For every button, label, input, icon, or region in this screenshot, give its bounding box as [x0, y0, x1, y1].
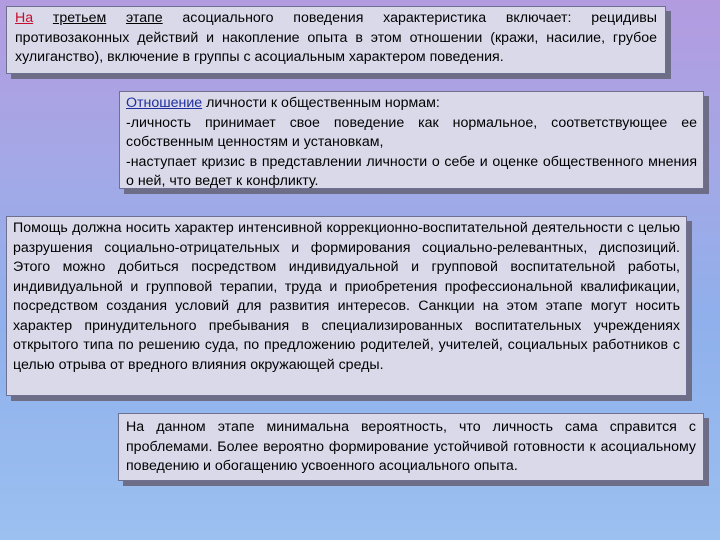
help-paragraph: Помощь должна носить характер интенсивной коррекционно-воспитательной деятельности с целью разрушения социально-отрицательных и формирования социально-релевантных, диспозиций. Этого можно добиться посредством индивидуальной и групповой воспитательной работы, индивидуальной и групповой терапии, труда и приобретения профессиональной квалификации, посредством создания условий для развития интересов. Санкции на этом этапе могут носить характер принудительного пребывания в специализированных воспитательных учреждениях открытого типа по решению суда, по предложению родителей, учителей, социальных работников с целью отрыва от вредного влияния окружающей среды. — [13, 220, 680, 373]
attitude-line-1: -личность принимает свое поведение как нормальное, соответствующее ее собственным ценностям и установкам, — [126, 114, 697, 150]
highlight-word-tretem: третьем — [52, 10, 107, 26]
attitude-heading-rest: личности к общественным нормам: — [202, 95, 440, 111]
text-box-stage-three — [6, 6, 666, 74]
attitude-heading-word: Отношение — [126, 95, 203, 111]
highlight-word-etape: этапе — [125, 10, 163, 26]
text-box-help-character — [6, 216, 687, 396]
stage-three-paragraph — [15, 9, 657, 68]
attitude-heading — [126, 94, 697, 114]
highlight-word-na: На — [15, 10, 34, 26]
probability-paragraph: На данном этапе минимальна вероятность, что личность сама справится с проблемами. Более вероятно формирование устойчивой готовности к асоциальному поведению и обогащению усвоенного асоциального опыта. — [126, 419, 696, 474]
text-box-attitude-to-norms — [119, 91, 704, 189]
attitude-line-2: -наступает кризис в представлении личности о себе и оценке общественного мнения о ней, что ведет к конфликту. — [126, 153, 697, 189]
stage-three-text: асоциального поведения характеристика включает: рецидивы противозаконных действий и накопление опыта в этом отношении (кражи, насилие, грубое хулиганство), включение в группы с асоциальным характером поведения. — [15, 10, 657, 65]
text-box-probability — [118, 413, 704, 481]
